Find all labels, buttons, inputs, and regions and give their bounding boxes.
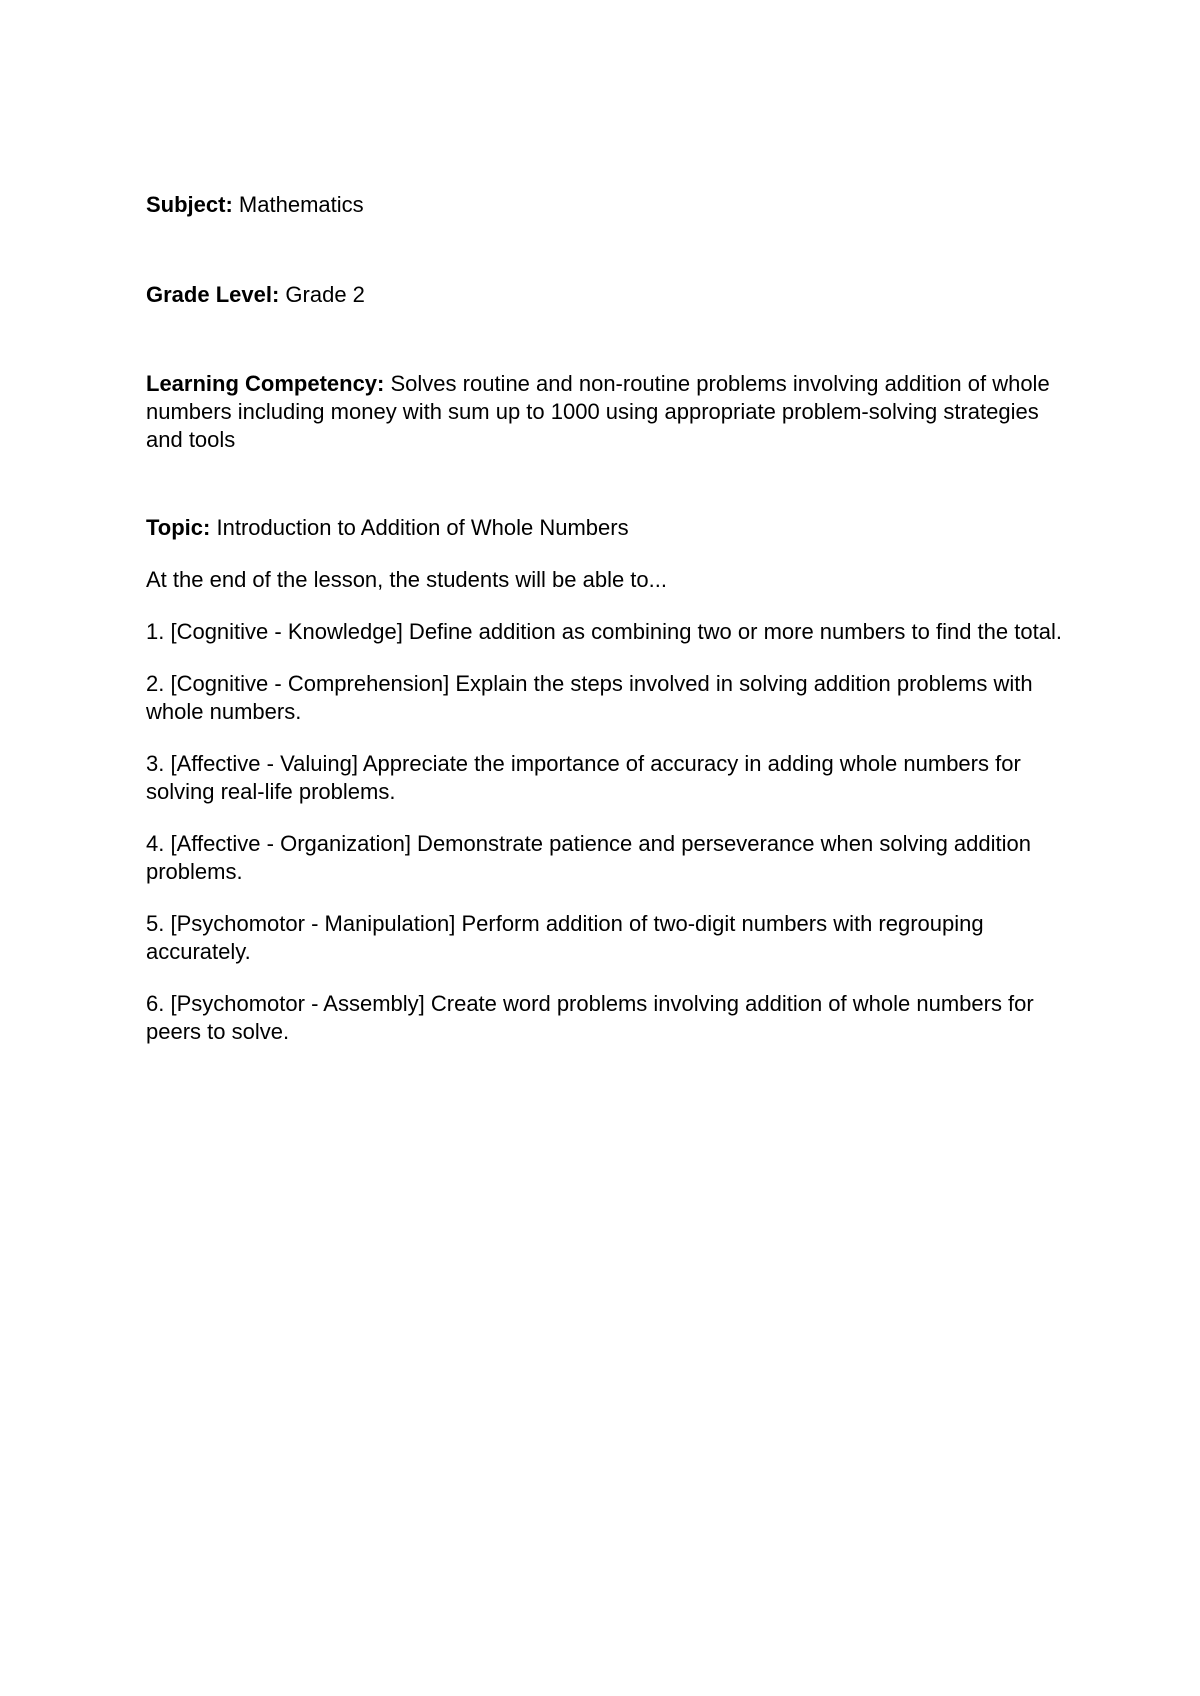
subject-value: Mathematics (238, 192, 364, 217)
objective-item: 4. [Affective - Organization] Demonstrate patience and perseverance when solving addition problems. (146, 831, 1031, 884)
grade-level-line (146, 281, 1076, 309)
objectives-intro: At the end of the lesson, the students will be able to... (146, 567, 667, 592)
subject-line (146, 191, 1076, 219)
grade-level-value: Grade 2 (285, 282, 365, 307)
objective-item: 2. [Cognitive - Comprehension] Explain the steps involved in solving addition problems with whole numbers. (146, 671, 1033, 724)
topic-value: Introduction to Addition of Whole Numbers (216, 515, 629, 540)
learning-competency-label: Learning Competency: (146, 371, 385, 396)
objective-item: 6. [Psychomotor - Assembly] Create word problems involving addition of whole numbers for peers to solve. (146, 991, 1034, 1044)
objectives-list (146, 618, 1076, 1046)
grade-level-label: Grade Level: (146, 282, 280, 307)
subject-label: Subject: (146, 192, 233, 217)
learning-competency-value: Solves routine and non-routine problems involving addition of whole numbers including money with sum up to 1000 using appropriate problem-solving strategies and tools (146, 371, 1050, 452)
topic-line (146, 514, 1076, 542)
topic-label: Topic: (146, 515, 211, 540)
objective-item: 5. [Psychomotor - Manipulation] Perform addition of two-digit numbers with regrouping accurately. (146, 911, 984, 964)
learning-competency-line (146, 370, 1076, 454)
objective-item: 1. [Cognitive - Knowledge] Define addition as combining two or more numbers to find the total. (146, 619, 1062, 644)
document-page (146, 191, 1076, 1070)
objective-item: 3. [Affective - Valuing] Appreciate the importance of accuracy in adding whole numbers for solving real-life problems. (146, 751, 1021, 804)
